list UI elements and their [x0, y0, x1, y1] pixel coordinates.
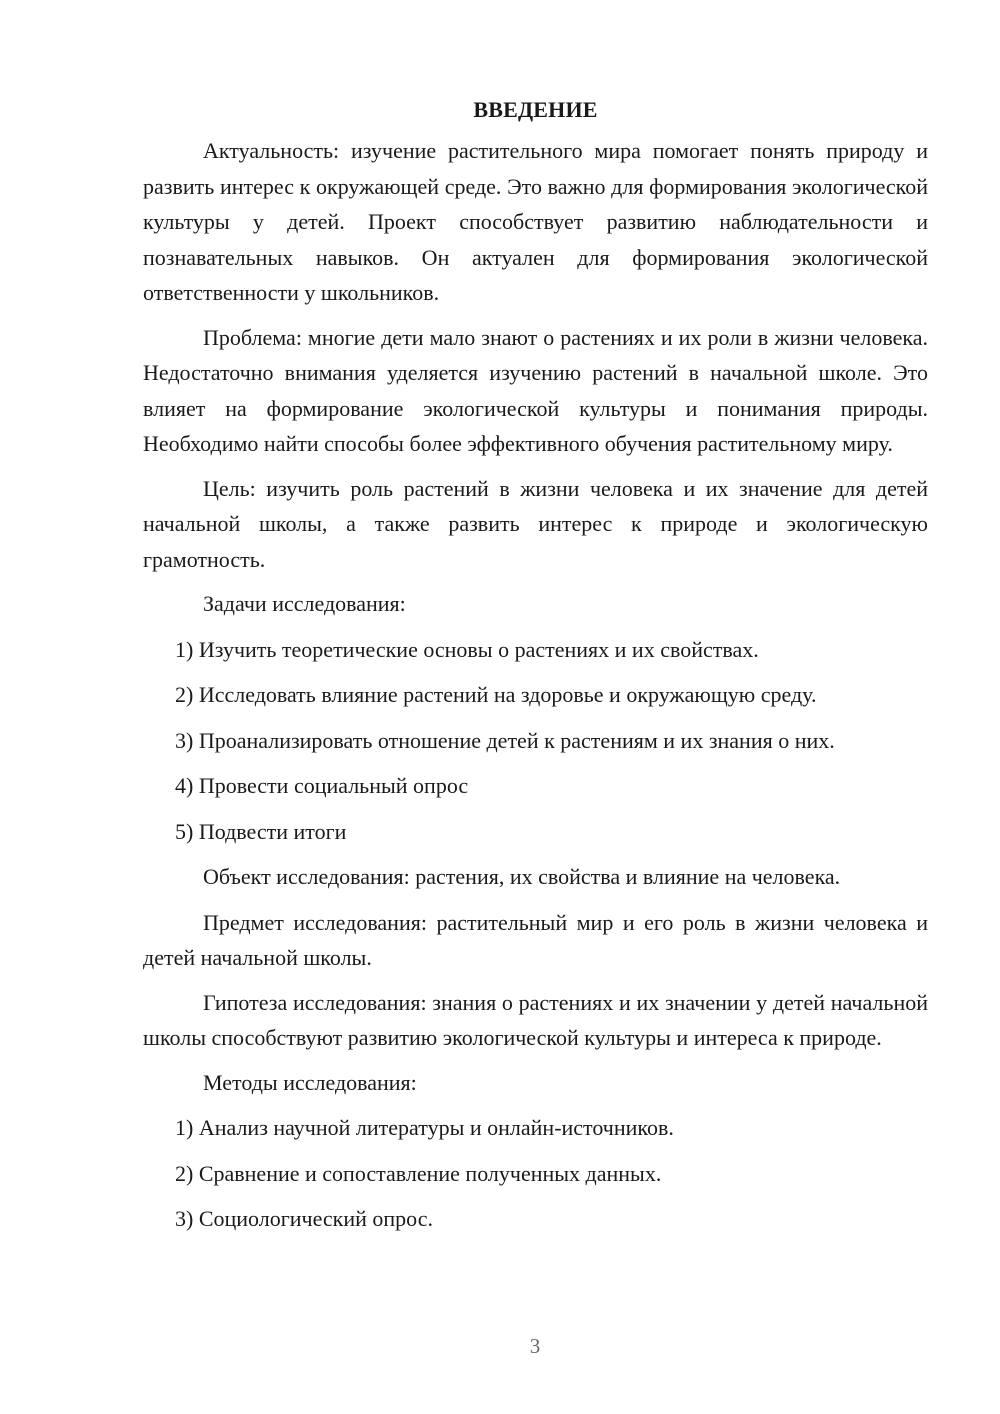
subject-paragraph: Предмет исследования: растительный мир и его роль в жизни человека и детей начальной школы. — [143, 909, 928, 970]
task-item: 1) Изучить теоретические основы о растениях и их свойствах. — [175, 636, 759, 662]
task-item: 2) Исследовать влияние растений на здоровье и окружающую среду. — [175, 682, 817, 707]
section-title: ВВЕДЕНИЕ — [473, 97, 598, 122]
object-paragraph: Объект исследования: растения, их свойства и влияние на человека. — [203, 864, 841, 889]
page-number: 3 — [529, 1334, 541, 1358]
hypothesis-paragraph: Гипотеза исследования: знания о растениях и их значении у детей начальной школы способствуют развитию экологической культуры и интереса к природе. — [143, 989, 928, 1050]
tasks-heading: Задачи исследования: — [203, 591, 406, 616]
goal-paragraph: Цель: изучить роль растений в жизни человека и их значение для детей начальной школы, а также развить интерес к природе и экологическую грамотность. — [143, 475, 928, 572]
document-page — [143, 92, 928, 1247]
method-item: 2) Сравнение и сопоставление полученных данных. — [175, 1160, 662, 1186]
method-item: 3) Социологический опрос. — [175, 1206, 433, 1231]
problem-paragraph: Проблема: многие дети мало знают о растениях и их роли в жизни человека. Недостаточно внимания уделяется изучению растений в начальной школе. Это влияет на формирование экологической культуры и понимания природы. Необходимо найти способы более эффективного обучения растительному миру. — [143, 324, 928, 456]
method-item: 1) Анализ научной литературы и онлайн-источников. — [175, 1115, 674, 1140]
relevance-paragraph: Актуальность: изучение растительного мира помогает понять природу и развить интерес к окружающей среде. Это важно для формирования экологической культуры у детей. Проект способствует развитию наблюдательности и познавательных навыков. Он актуален для формирования экологической ответственности у школьников. — [143, 138, 928, 305]
task-item: 4) Провести социальный опрос — [175, 773, 469, 798]
task-item: 3) Проанализировать отношение детей к растениям и их знания о них. — [175, 727, 835, 753]
methods-heading: Методы исследования: — [203, 1069, 417, 1095]
task-item: 5) Подвести итоги — [175, 818, 347, 844]
